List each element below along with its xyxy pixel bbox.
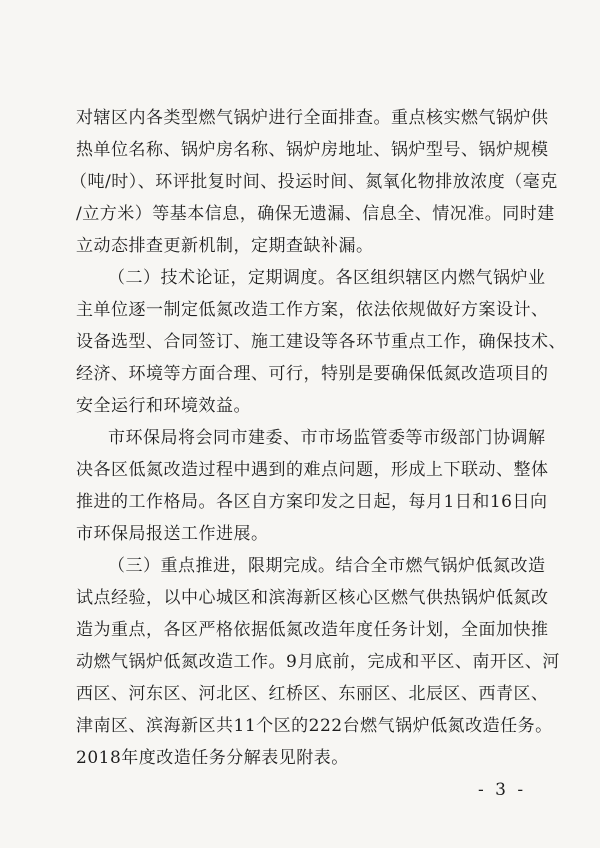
- body-line: 津南区、滨海新区共11个区的222台燃气锅炉低氮改造任务。: [76, 716, 553, 736]
- body-line: /立方米）等基本信息，确保无遗漏、信息全、情况准。同时建: [76, 204, 555, 224]
- body-line: 热单位名称、锅炉房名称、锅炉房地址、锅炉型号、锅炉规模: [76, 140, 549, 160]
- body-line: 对辖区内各类型燃气锅炉进行全面排查。重点核实燃气锅炉供: [76, 108, 549, 128]
- body-line: 动燃气锅炉低氮改造工作。9月底前，完成和平区、南开区、河: [76, 652, 560, 672]
- body-line: 设备选型、合同签订、施工建设等各环节重点工作，确保技术、: [76, 332, 566, 352]
- body-line: 试点经验，以中心城区和滨海新区核心区燃气供热锅炉低氮改: [76, 588, 549, 608]
- section-2-heading-line: （二）技术论证，定期调度。各区组织辖区内燃气锅炉业: [108, 268, 546, 288]
- body-line: （吨/时）、环评批复时间、投运时间、氮氧化物排放浓度（毫克: [70, 172, 558, 192]
- paragraph-start-line: 市环保局将会同市建委、市市场监管委等市级部门协调解: [108, 428, 546, 448]
- body-line: 立动态排查更新机制，定期查缺补漏。: [76, 236, 374, 256]
- body-line: 安全运行和环境效益。: [76, 396, 251, 416]
- body-line: 推进的工作格局。各区自方案印发之日起，每月1日和16日向: [76, 492, 548, 512]
- page-number: - 3 -: [478, 780, 527, 800]
- body-line: 市环保局报送工作进展。: [76, 524, 269, 544]
- body-line: 造为重点，各区严格依据低氮改造年度任务计划，全面加快推: [76, 620, 549, 640]
- section-3-heading-line: （三）重点推进，限期完成。结合全市燃气锅炉低氮改造: [108, 556, 546, 576]
- body-line: 西区、河东区、河北区、红桥区、东丽区、北辰区、西青区、: [76, 684, 549, 704]
- body-line: 主单位逐一制定低氮改造工作方案，依法依规做好方案设计、: [76, 300, 549, 320]
- body-line: 决各区低氮改造过程中遇到的难点问题，形成上下联动、整体: [76, 460, 549, 480]
- body-line: 2018年度改造任务分解表见附表。: [76, 748, 349, 768]
- body-line: 经济、环境等方面合理、可行，特别是要确保低氮改造项目的: [76, 364, 549, 384]
